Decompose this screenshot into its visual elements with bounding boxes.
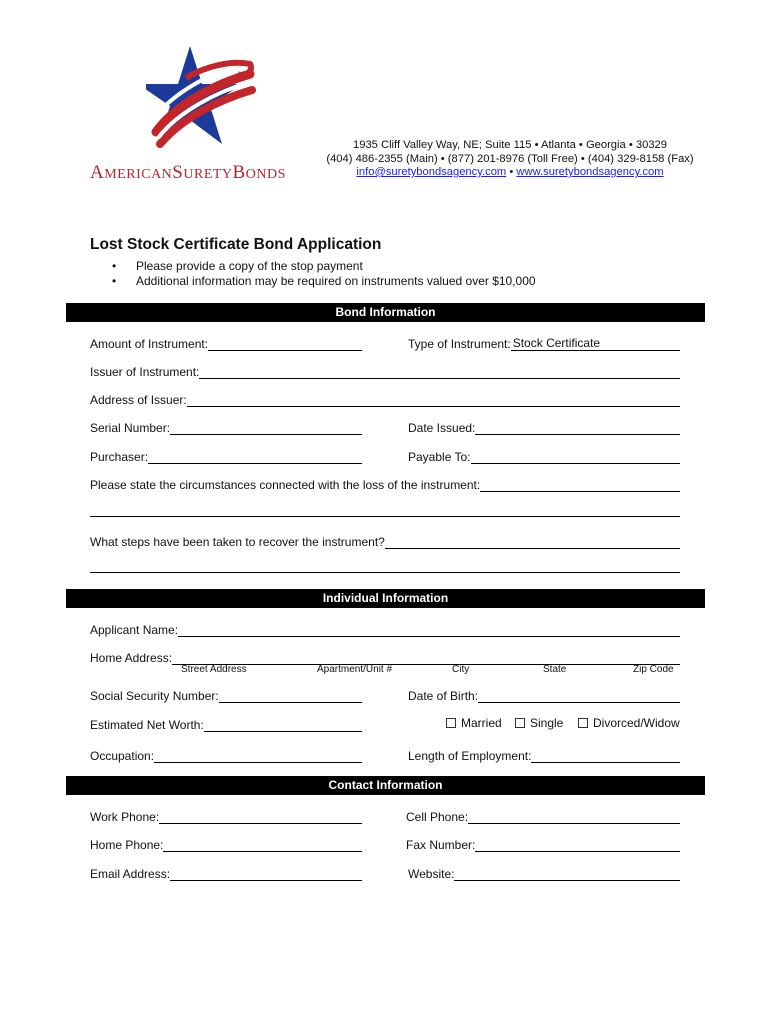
date-issued-input[interactable]	[475, 421, 680, 435]
payable-to-field[interactable]	[408, 448, 680, 464]
instruction-item: • Additional information may be required on instruments valued over $10,000	[112, 274, 536, 289]
fax-field[interactable]	[406, 836, 680, 852]
length-employment-input[interactable]	[531, 749, 680, 763]
dob-input[interactable]	[478, 689, 680, 703]
sub-label-state: State	[543, 664, 567, 675]
work-phone-field[interactable]	[90, 808, 362, 824]
serial-input[interactable]	[170, 421, 362, 435]
logo-word: MERICAN	[104, 167, 173, 182]
field-label: What steps have been taken to recover the instrument?	[90, 535, 385, 549]
net-worth-field[interactable]	[90, 716, 362, 732]
email-input[interactable]	[170, 867, 362, 881]
field-label: Home Address:	[90, 651, 173, 665]
form-title: Lost Stock Certificate Bond Application	[90, 236, 382, 253]
field-label: Website:	[408, 867, 455, 881]
logo-letter: S	[172, 162, 184, 183]
divorced-checkbox[interactable]	[578, 716, 680, 730]
field-label: Home Phone:	[90, 838, 164, 852]
recovery-steps-input[interactable]	[385, 535, 680, 549]
sub-label-zip: Zip Code	[633, 664, 674, 675]
checkbox-icon[interactable]	[578, 718, 588, 728]
type-input[interactable]: Stock Certificate	[511, 337, 680, 351]
single-checkbox[interactable]	[515, 716, 563, 730]
separator: •	[506, 166, 517, 178]
field-label: Amount of Instrument:	[90, 337, 209, 351]
ssn-input[interactable]	[219, 689, 362, 703]
checkbox-icon[interactable]	[515, 718, 525, 728]
instructions-list	[112, 259, 536, 289]
ssn-field[interactable]	[90, 687, 362, 703]
applicant-name-field[interactable]	[90, 621, 680, 637]
company-address: 1935 Cliff Valley Way, NE; Suite 115 • Atlanta • Georgia • 30329	[353, 139, 667, 151]
section-header-individual: Individual Information	[66, 589, 705, 608]
email-field[interactable]	[90, 865, 362, 881]
website-link[interactable]: www.suretybondsagency.com	[516, 166, 664, 178]
serial-field[interactable]	[90, 419, 362, 435]
company-contact	[315, 139, 705, 180]
checkbox-label: Divorced/Widow	[593, 716, 680, 730]
field-label: Type of Instrument:	[408, 337, 511, 351]
email-link[interactable]: info@suretybondsagency.com	[356, 166, 507, 178]
issuer-address-field[interactable]	[90, 391, 680, 407]
purchaser-input[interactable]	[148, 450, 362, 464]
home-phone-input[interactable]	[163, 838, 362, 852]
field-label: Length of Employment:	[408, 749, 532, 763]
company-logo	[90, 44, 300, 184]
instruction-item: • Please provide a copy of the stop payment	[112, 259, 536, 274]
field-label: Address of Issuer:	[90, 393, 187, 407]
sub-label-unit: Apartment/Unit #	[317, 664, 393, 675]
checkbox-label: Married	[461, 716, 502, 730]
circumstances-input[interactable]	[480, 478, 680, 492]
logo-wordmark	[90, 162, 300, 184]
home-address-field[interactable]	[90, 649, 680, 665]
field-label: Cell Phone:	[406, 810, 469, 824]
recovery-steps-continuation-line[interactable]	[90, 572, 680, 573]
field-label: Work Phone:	[90, 810, 160, 824]
married-checkbox[interactable]	[446, 716, 502, 730]
field-label: Purchaser:	[90, 450, 149, 464]
occupation-input[interactable]	[154, 749, 362, 763]
applicant-name-input[interactable]	[178, 623, 680, 637]
logo-word: ONDS	[245, 167, 286, 182]
company-phones: (404) 486-2355 (Main) • (877) 201-8976 (Toll Free) • (404) 329-8158 (Fax)	[326, 152, 694, 165]
cell-phone-input[interactable]	[468, 810, 680, 824]
section-header-bond: Bond Information	[66, 303, 705, 322]
logo-letter: B	[232, 162, 246, 183]
fax-input[interactable]	[475, 838, 680, 852]
field-label: Fax Number:	[406, 838, 476, 852]
field-label: Applicant Name:	[90, 623, 179, 637]
issuer-input[interactable]	[199, 365, 680, 379]
amount-input[interactable]	[208, 337, 362, 351]
amount-field[interactable]	[90, 335, 362, 351]
website-input[interactable]	[454, 867, 680, 881]
field-label: Estimated Net Worth:	[90, 718, 204, 732]
length-employment-field[interactable]	[408, 747, 680, 763]
issuer-field[interactable]	[90, 363, 680, 379]
field-label: Occupation:	[90, 749, 155, 763]
circumstances-continuation-line[interactable]	[90, 516, 680, 517]
field-label: Email Address:	[90, 867, 171, 881]
circumstances-field[interactable]	[90, 476, 680, 492]
field-label: Date of Birth:	[408, 689, 479, 703]
sub-label-street: Street Address	[181, 664, 247, 675]
star-flag-icon	[146, 44, 256, 154]
cell-phone-field[interactable]	[406, 808, 680, 824]
checkbox-label: Single	[530, 716, 564, 730]
date-issued-field[interactable]	[408, 419, 680, 435]
occupation-field[interactable]	[90, 747, 362, 763]
type-field[interactable]	[408, 335, 680, 351]
issuer-address-input[interactable]	[187, 393, 680, 407]
section-header-contact: Contact Information	[66, 776, 705, 795]
field-label: Payable To:	[408, 450, 471, 464]
home-phone-field[interactable]	[90, 836, 362, 852]
dob-field[interactable]	[408, 687, 680, 703]
logo-word: URETY	[183, 167, 233, 182]
field-label: Social Security Number:	[90, 689, 219, 703]
sub-label-city: City	[452, 664, 470, 675]
field-label: Date Issued:	[408, 421, 476, 435]
logo-letter: A	[90, 162, 105, 183]
home-address-input[interactable]	[172, 651, 680, 665]
recovery-steps-field[interactable]	[90, 533, 680, 549]
field-label: Issuer of Instrument:	[90, 365, 200, 379]
net-worth-input[interactable]	[204, 718, 362, 732]
field-label: Please state the circumstances connected with the loss of the instrument:	[90, 478, 481, 492]
field-label: Serial Number:	[90, 421, 171, 435]
work-phone-input[interactable]	[159, 810, 362, 824]
website-field[interactable]	[408, 865, 680, 881]
purchaser-field[interactable]	[90, 448, 362, 464]
checkbox-icon[interactable]	[446, 718, 456, 728]
payable-to-input[interactable]	[471, 450, 681, 464]
